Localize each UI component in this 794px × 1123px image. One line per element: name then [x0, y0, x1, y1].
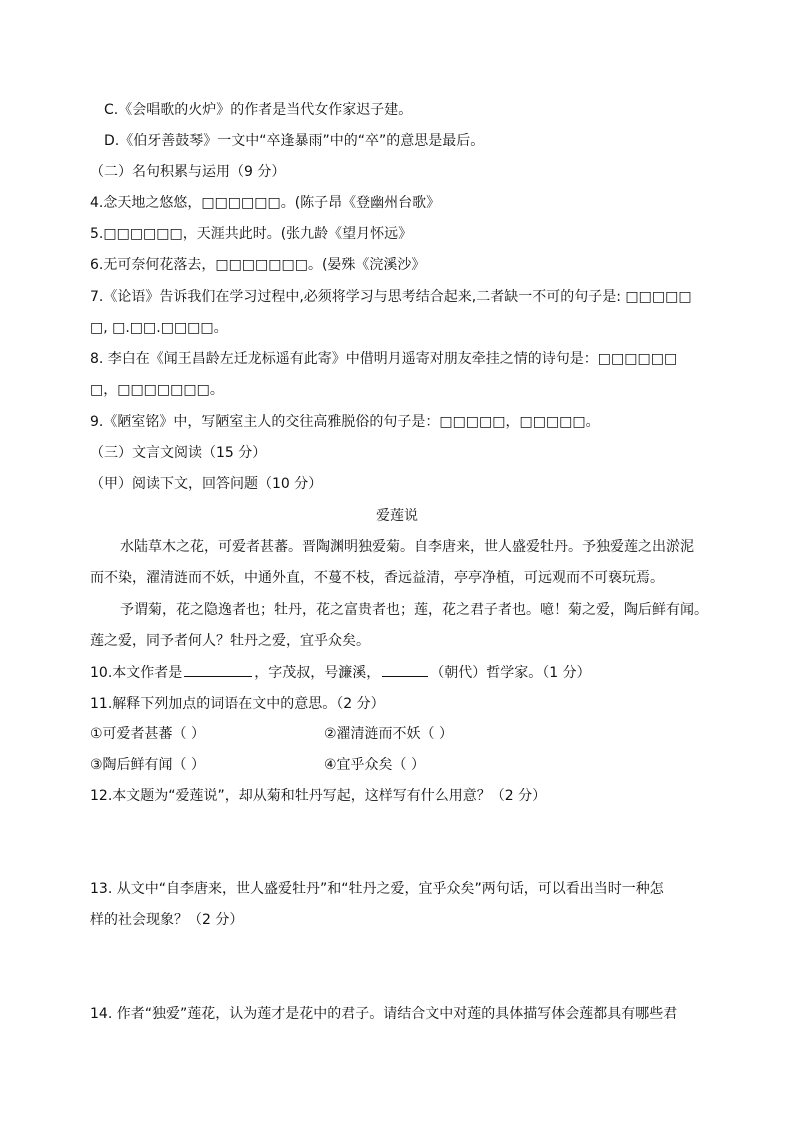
- question-10: [90, 662, 591, 683]
- question-13-line-2: 样的社会现象？（2 分）: [90, 912, 244, 928]
- essay-para-2-line-2: 莲之爱，同予者何人？牡丹之爱，宜乎众矣。: [90, 633, 370, 649]
- question-13-line-1: 13. 从文中“自李唐来，世人盛爱牡丹”和“牡丹之爱，宜乎众矣”两句话，可以看出当时一种怎: [90, 881, 664, 897]
- question-4: 4.念天地之悠悠，□□□□□□。(陈子昂《登幽州台歌》: [90, 195, 441, 211]
- question-11-item-4: ④宜乎众矣（ ）: [324, 757, 426, 773]
- essay-para-1-line-2: 而不染，濯清涟而不妖，中通外直，不蔓不枝，香远益清，亭亭净植，可远观而不可亵玩焉。: [90, 570, 664, 586]
- question-9: 9.《陋室铭》中，写陋室主人的交往高雅脱俗的句子是：□□□□□，□□□□□。: [90, 414, 600, 430]
- question-10-middle: ，字茂叔，号濂溪，: [254, 665, 381, 681]
- author-answer-blank[interactable]: [184, 662, 252, 677]
- question-11-item-1: ①可爱者甚蕃（ ）: [90, 726, 206, 742]
- question-8-line-1: 8. 李白在《闻王昌龄左迁龙标遥有此寄》中借明月遥寄对朋友牵挂之情的诗句是：□□□□□□: [90, 351, 678, 367]
- question-10-suffix: （朝代）哲学家。（1 分）: [430, 665, 591, 681]
- question-11: 11.解释下列加点的词语在文中的意思。（2 分）: [90, 696, 385, 712]
- question-12: 12.本文题为“爱莲说”，却从菊和牡丹写起，这样写有什么用意？（2 分）: [90, 788, 547, 804]
- essay-para-2-line-1: 予谓菊，花之隐逸者也；牡丹，花之富贵者也；莲，花之君子者也。噫！菊之爱，陶后鲜有闻。: [120, 602, 708, 618]
- option-d: D.《伯牙善鼓琴》一文中“卒逢暴雨”中的“卒”的意思是最后。: [104, 133, 485, 149]
- question-6: 6.无可奈何花落去，□□□□□□□。(晏殊《浣溪沙》: [90, 257, 426, 273]
- question-10-prefix: 10.本文作者是: [90, 665, 183, 681]
- dynasty-answer-blank[interactable]: [382, 662, 428, 677]
- question-14-line-1: 14. 作者“独爱”莲花，认为莲才是花中的君子。请结合文中对莲的具体描写体会莲都具有哪些君: [90, 1006, 678, 1022]
- question-7-line-1: 7.《论语》告诉我们在学习过程中,必须将学习与思考结合起来,二者缺一不可的句子是: □□□□□: [90, 289, 692, 305]
- question-8-line-2: □，□□□□□□□。: [90, 382, 224, 398]
- question-7-line-2: □, □.□□.□□□□。: [90, 320, 228, 336]
- essay-para-1-line-1: 水陆草木之花，可爱者甚蕃。晋陶渊明独爱菊。自李唐来，世人盛爱牡丹。予独爱莲之出淤泥: [120, 539, 694, 555]
- section-3-heading: （三）文言文阅读（15 分）: [90, 445, 267, 461]
- question-11-item-3: ③陶后鲜有闻（ ）: [90, 757, 206, 773]
- question-11-item-2: ②濯清涟而不妖（ ）: [324, 726, 454, 742]
- section-2-heading: （二）名句积累与运用（9 分）: [90, 164, 286, 180]
- option-c: C.《会唱歌的火炉》的作者是当代女作家迟子建。: [104, 102, 413, 118]
- part-jia-heading: （甲）阅读下文，回答问题（10 分）: [90, 476, 323, 492]
- question-5: 5.□□□□□□，天涯共此时。(张九龄《望月怀远》: [90, 226, 413, 242]
- essay-title: 爱莲说: [376, 508, 418, 524]
